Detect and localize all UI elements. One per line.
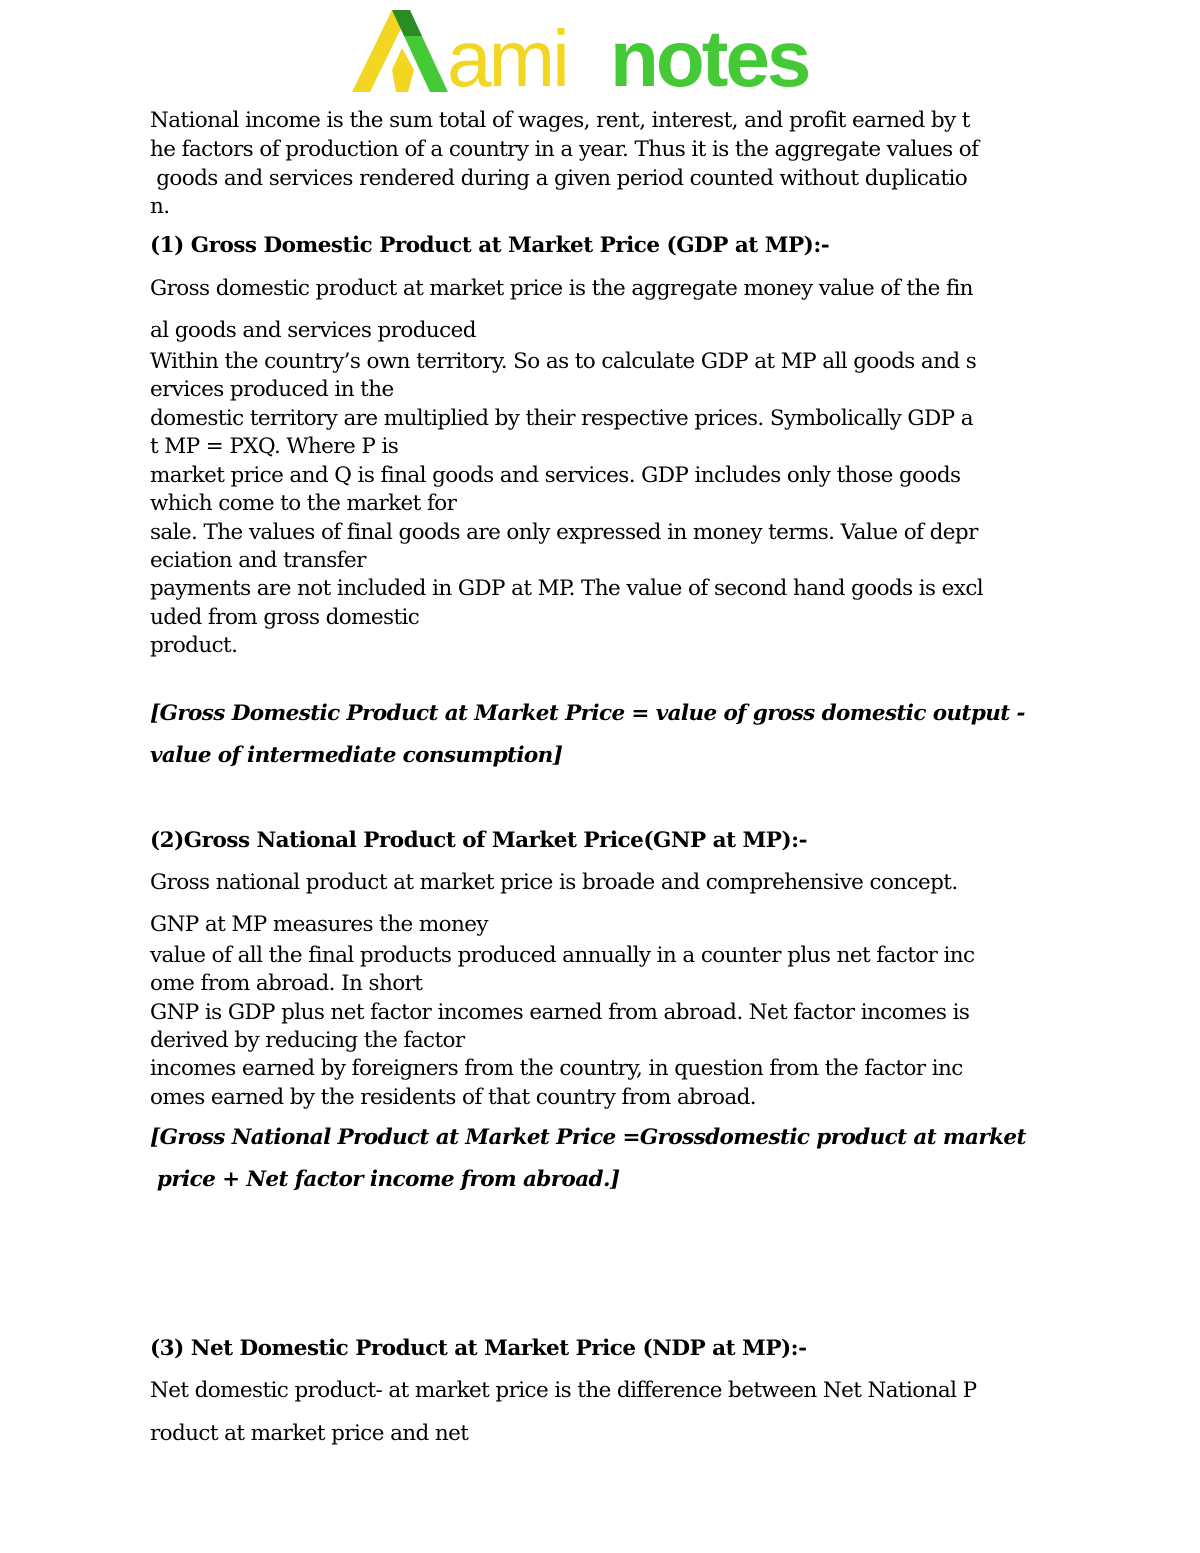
section3-line: Net domestic product- at market price is the difference between Net National P bbox=[150, 1378, 977, 1403]
section2-line: GNP is GDP plus net factor incomes earned from abroad. Net factor incomes is bbox=[150, 1000, 970, 1025]
section2-line: GNP at MP measures the money bbox=[150, 912, 488, 937]
section2-line: Gross national product at market price is broade and comprehensive concept. bbox=[150, 870, 958, 895]
section1-line: t MP = PXQ. Where P is bbox=[150, 434, 399, 459]
section1-line: domestic territory are multiplied by their respective prices. Symbolically GDP a bbox=[150, 406, 973, 431]
section1-line: product. bbox=[150, 633, 238, 658]
section1-line: Gross domestic product at market price is the aggregate money value of the fin bbox=[150, 276, 973, 301]
intro-line: he factors of production of a country in a year. Thus it is the aggregate values of bbox=[150, 137, 979, 162]
logo-text-ami: ami bbox=[447, 14, 567, 100]
section1-line: which come to the market for bbox=[150, 491, 457, 516]
intro-line: National income is the sum total of wages, rent, interest, and profit earned by t bbox=[150, 108, 970, 133]
logo-graphic bbox=[352, 8, 852, 100]
section1-line: payments are not included in GDP at MP. The value of second hand goods is excl bbox=[150, 576, 984, 601]
intro-line: n. bbox=[150, 194, 170, 219]
section1-formula: value of intermediate consumption] bbox=[150, 743, 563, 768]
intro-line: goods and services rendered during a given period counted without duplicatio bbox=[150, 166, 968, 191]
section2-line: omes earned by the residents of that country from abroad. bbox=[150, 1085, 756, 1110]
logo-text-notes: notes bbox=[610, 14, 809, 100]
section2-formula: [Gross National Product at Market Price =Grossdomestic product at market bbox=[150, 1125, 1026, 1150]
section1-line: ervices produced in the bbox=[150, 377, 394, 402]
section2-line: ome from abroad. In short bbox=[150, 971, 423, 996]
section1-line: market price and Q is final goods and services. GDP includes only those goods bbox=[150, 463, 961, 488]
logo-mark-inner bbox=[392, 48, 414, 92]
section2-formula: price + Net factor income from abroad.] bbox=[150, 1167, 620, 1192]
section2-line: value of all the final products produced annually in a counter plus net factor inc bbox=[150, 943, 975, 968]
section2-heading: (2)Gross National Product of Market Price(GNP at MP):- bbox=[150, 828, 808, 853]
section1-heading: (1) Gross Domestic Product at Market Price (GDP at MP):- bbox=[150, 233, 830, 258]
section1-line: uded from gross domestic bbox=[150, 605, 420, 630]
section3-line: roduct at market price and net bbox=[150, 1421, 469, 1446]
section1-formula: [Gross Domestic Product at Market Price = value of gross domestic output - bbox=[150, 701, 1025, 726]
aminotes-logo bbox=[352, 8, 852, 100]
section3-heading: (3) Net Domestic Product at Market Price (NDP at MP):- bbox=[150, 1336, 807, 1361]
section1-line: sale. The values of final goods are only expressed in money terms. Value of depr bbox=[150, 520, 978, 545]
section2-line: derived by reducing the factor bbox=[150, 1028, 465, 1053]
section2-line: incomes earned by foreigners from the country, in question from the factor inc bbox=[150, 1056, 963, 1081]
section1-line: eciation and transfer bbox=[150, 548, 366, 573]
section1-line: al goods and services produced bbox=[150, 318, 476, 343]
section1-line: Within the country’s own territory. So as to calculate GDP at MP all goods and s bbox=[150, 349, 977, 374]
